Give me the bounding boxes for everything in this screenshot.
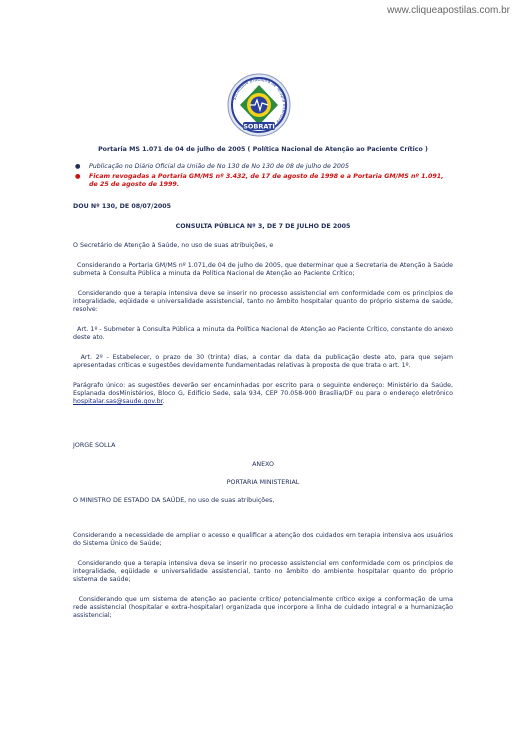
- article-2: Art. 2º - Estabelecer, o prazo de 30 (trinta) dias, a contar da data da publicação deste ato, para que sejam apresentadas críticas e sugestões devidamente fundamentadas relativas à proposta de que trata o art. 1º.: [73, 354, 456, 369]
- portaria-heading: PORTARIA MINISTERIAL: [226, 479, 300, 486]
- paragraph: Considerando a necessidade de ampliar o acesso e qualificar a atenção dos cuidados em terapia intensiva aos usuários do Sistema Único de Saúde;: [73, 532, 453, 547]
- dou-reference: DOU Nº 130, DE 08/07/2005: [73, 203, 171, 210]
- article-1: Art. 1º - Submeter à Consulta Pública a minuta da Política Nacional de Atenção ao Paciente Crítico, constante do anexo deste ato.: [73, 326, 455, 341]
- bullet-icon: ●: [75, 173, 81, 180]
- paragraph: O Secretário de Atenção à Saúde, no uso de suas atribuições, e: [73, 242, 274, 249]
- publication-note-text: Publicação no Diário Oficial da União de No 130 de No 130 de 08 de julho de 2005: [89, 163, 349, 170]
- paragrafo-unico-end: .: [162, 398, 165, 405]
- document-body: [73, 146, 456, 620]
- paragrafo-unico-text: Parágrafo único: as sugestões deverão ser encaminhadas por escrito para o seguinte endereço: Ministério da Saúde, Esplanada dosMinistérios, Bloco G, Edifício Sede, sala 934, CEP 70.058-900 Brasília/DF ou para o endereço eletrônico: [73, 382, 453, 397]
- paragrafo-unico: [73, 382, 453, 406]
- sobrati-logo: [226, 72, 292, 138]
- revocation-note: [73, 173, 453, 189]
- svg-text:Sociedade Brasileira de Terapi: Sociedade Brasileira de Terapia Intensiva: [232, 77, 287, 124]
- document-title: Portaria MS 1.071 de 04 de julho de 2005 ( Política Nacional de Atenção ao Paciente Crítico ): [98, 146, 428, 153]
- paragraph: Considerando que um sistema de atenção ao paciente crítico/ potencialmente crítico exige a conformação de uma rede assistencial (hospitalar e extra-hospitalar) organizada que incorpore a linha de cuidado integral e a humanização assistencial;: [73, 596, 456, 619]
- paragraph: Considerando a Portaria GM/MS nº 1.071,de 04 de julho de 2005, que determinar que a Secretaria de Atenção à Saúde submeta à Consulta Pública a minuta da Política Nacional de Atenção ao Paciente Crítico;: [73, 262, 456, 277]
- signer-name: JORGE SOLLA: [73, 442, 116, 449]
- paragraph: Considerando que a terapia intensiva deva se inserir no processo assistencial em conformidade com os princípios de integralidade, eqüidade e universalidade assistencial, tanto no âmbito do ambiente hospitalar quanto do próprio sistema de saúde;: [73, 560, 456, 583]
- publication-notes: [73, 163, 453, 189]
- consulta-heading: CONSULTA PÚBLICA Nº 3, DE 7 DE JULHO DE 2005: [175, 223, 351, 230]
- bullet-icon: ●: [75, 163, 81, 170]
- revocation-note-text: Ficam revogadas a Portaria GM/MS nº 3.432, de 17 de agosto de 1998 e a Portaria GM/MS nº 1.091, de 25 de agosto de 1999.: [89, 173, 444, 188]
- svg-text:SOBRATI: SOBRATI: [243, 122, 275, 131]
- paragraph: O MINISTRO DE ESTADO DA SAÚDE, no uso de suas atribuições,: [73, 497, 275, 504]
- watermark-url: www.cliqueapostilas.com.br: [387, 5, 510, 16]
- anexo-heading: ANEXO: [252, 461, 274, 468]
- email-link[interactable]: hospitalar.sas@saude.gov.br: [73, 398, 163, 405]
- paragraph: Considerando que a terapia intensiva deve se inserir no processo assistencial em conformidade com os princípios de integralidade, eqüidade e universalidade assistencial, tanto no âmbito hospitalar quanto do próprio sistema de saúde, resolve:: [73, 290, 456, 313]
- publication-note: [73, 163, 453, 171]
